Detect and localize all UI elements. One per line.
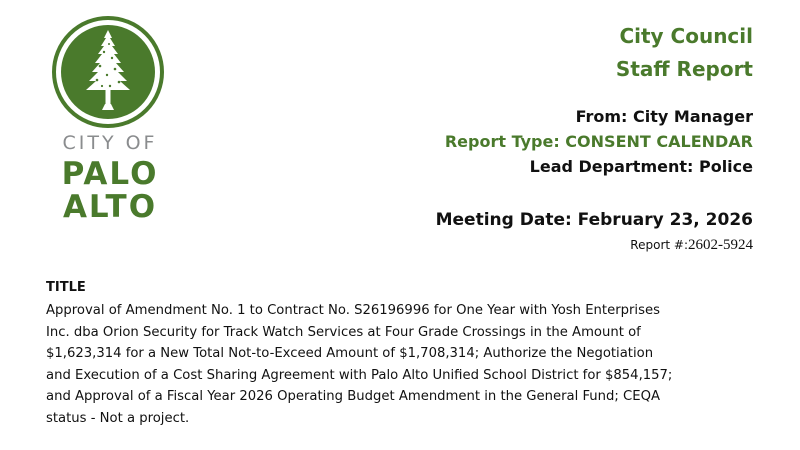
report-number-label: Report #: (630, 238, 688, 252)
lead-department-line: Lead Department: Police (529, 157, 753, 176)
paragraph-line: status - Not a project. (46, 410, 190, 426)
paragraph-line: $1,623,314 for a New Total Not-to-Exceed Amount of $1,708,314; Authorize the Negotiation (46, 346, 654, 361)
title-paragraph (46, 300, 766, 429)
paragraph-line: Approval of Amendment No. 1 to Contract No. S26196996 for One Year with Yosh Enterprises (46, 303, 660, 318)
report-number-value: 2602-5924 (688, 237, 753, 253)
report-number (630, 236, 753, 254)
report-title-line2: Staff Report (615, 57, 753, 81)
paragraph-line: and Approval of a Fiscal Year 2026 Operating Budget Amendment in the General Fund; CEQA (46, 389, 660, 404)
section-title: TITLE (46, 280, 86, 295)
report-type-line: Report Type: CONSENT CALENDAR (444, 132, 753, 151)
meeting-date-line: Meeting Date: February 23, 2026 (435, 210, 753, 230)
logo-city-of: CITY OF (62, 132, 158, 154)
from-line: From: City Manager (575, 107, 753, 126)
paragraph-line: and Execution of a Cost Sharing Agreement with Palo Alto Unified School District for $854,157; (46, 367, 673, 383)
redwood-tree-icon (52, 16, 164, 128)
report-title-line1: City Council (619, 24, 753, 48)
city-logo (40, 14, 180, 224)
logo-name-alto: ALTO (62, 189, 158, 225)
paragraph-line: Inc. dba Orion Security for Track Watch Services at Four Grade Crossings in the Amount of (46, 324, 641, 340)
logo-name-palo: PALO (61, 156, 159, 192)
